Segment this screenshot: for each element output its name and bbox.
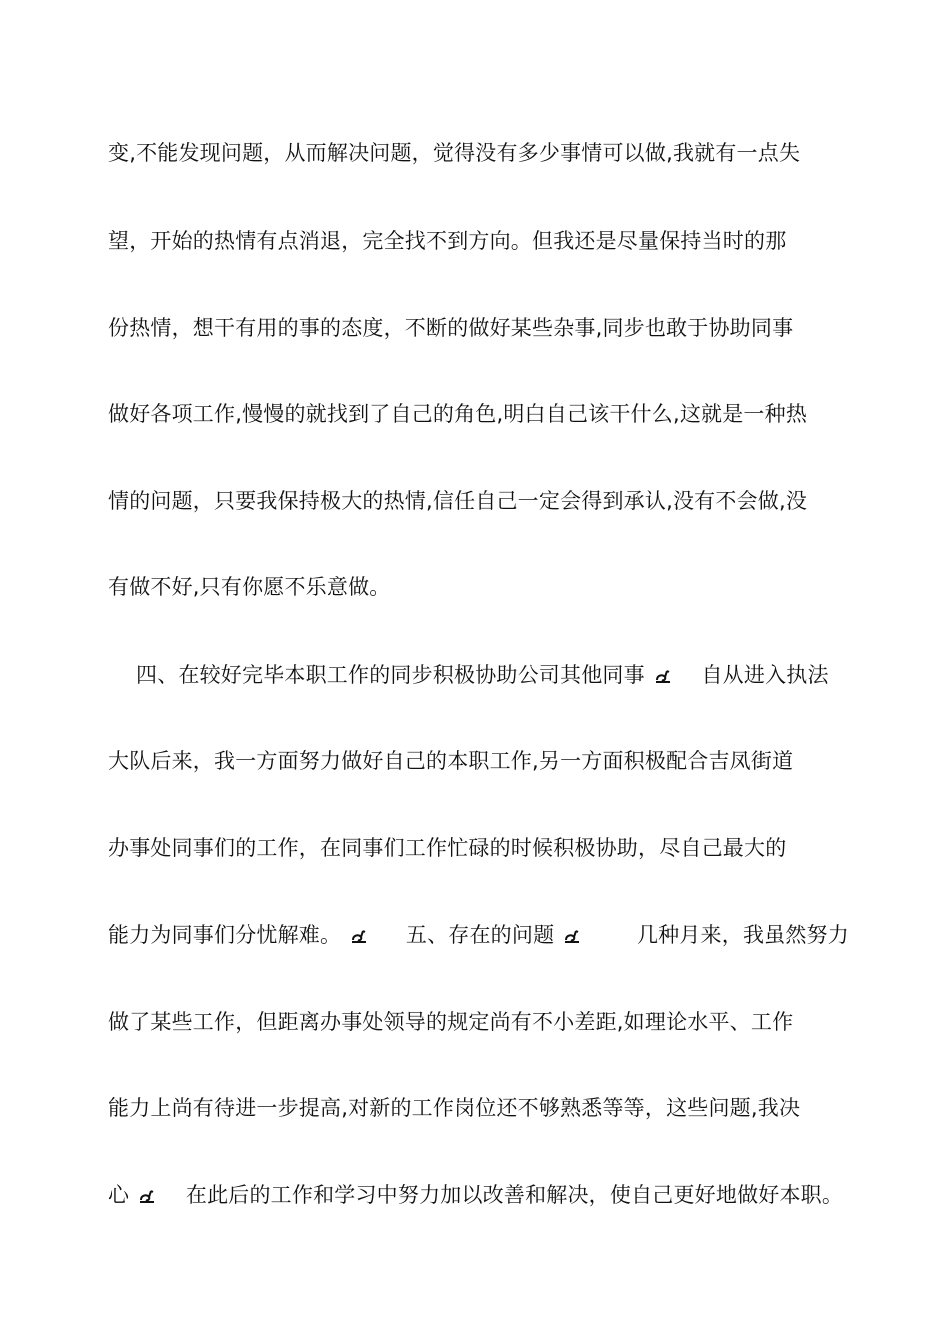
text-line-2: 望，开始的热情有点消退，完全找不到方向。但我还是尽量保持当时的那: [108, 229, 787, 253]
text-line-6: 有做不好,只有你愿不乐意做。: [108, 575, 391, 599]
paragraph-mark-icon: [654, 668, 672, 684]
text-line-1: 变,不能发现问题，从而解决问题，觉得没有多少事情可以做,我就有一点失: [108, 141, 801, 165]
text-line-8: 大队后来，我一方面努力做好自己的本职工作,另一方面积极配合吉凤街道: [108, 749, 794, 773]
paragraph-mark-icon: [563, 928, 581, 944]
text-line-10: [108, 920, 853, 950]
section-four-heading: 四、在较好完毕本职工作的同步积极协助公司其他同事: [136, 663, 645, 687]
text-line-3: 份热情，想干有用的事的态度，不断的做好某些杂事,同步也敢于协助同事: [108, 316, 794, 340]
text-line-7: [136, 660, 881, 690]
section-four-text: 自从进入执法: [701, 663, 829, 687]
section-four-end: 能力为同事们分忧解难。: [108, 923, 342, 947]
section-five-heading: 五、存在的问题: [405, 923, 555, 947]
text-line-12: 能力上尚有待进一步提高,对新的工作岗位还不够熟悉等等，这些问题,我决: [108, 1096, 801, 1120]
paragraph-mark-icon: [350, 928, 368, 944]
closing-text: 在此后的工作和学习中努力加以改善和解决，使自己更好地做好本职。: [185, 1183, 844, 1207]
text-line-4: 做好各项工作,慢慢的就找到了自己的角色,明白自己该干什么,这就是一种热: [108, 402, 808, 426]
paragraph-mark-icon: [138, 1188, 156, 1204]
section-five-text: 几种月来，我虽然努力: [636, 923, 849, 947]
text-line-11: 做了某些工作，但距离办事处领导的规定尚有不小差距,如理论水平、工作: [108, 1010, 794, 1034]
text-line-5: 情的问题，只要我保持极大的热情,信任自己一定会得到承认,没有不会做,没: [108, 489, 808, 513]
closing-start: 心: [108, 1183, 130, 1207]
text-line-9: 办事处同事们的工作，在同事们工作忙碌的时候积极协助，尽自己最大的: [108, 836, 787, 860]
text-line-13: [108, 1180, 853, 1210]
